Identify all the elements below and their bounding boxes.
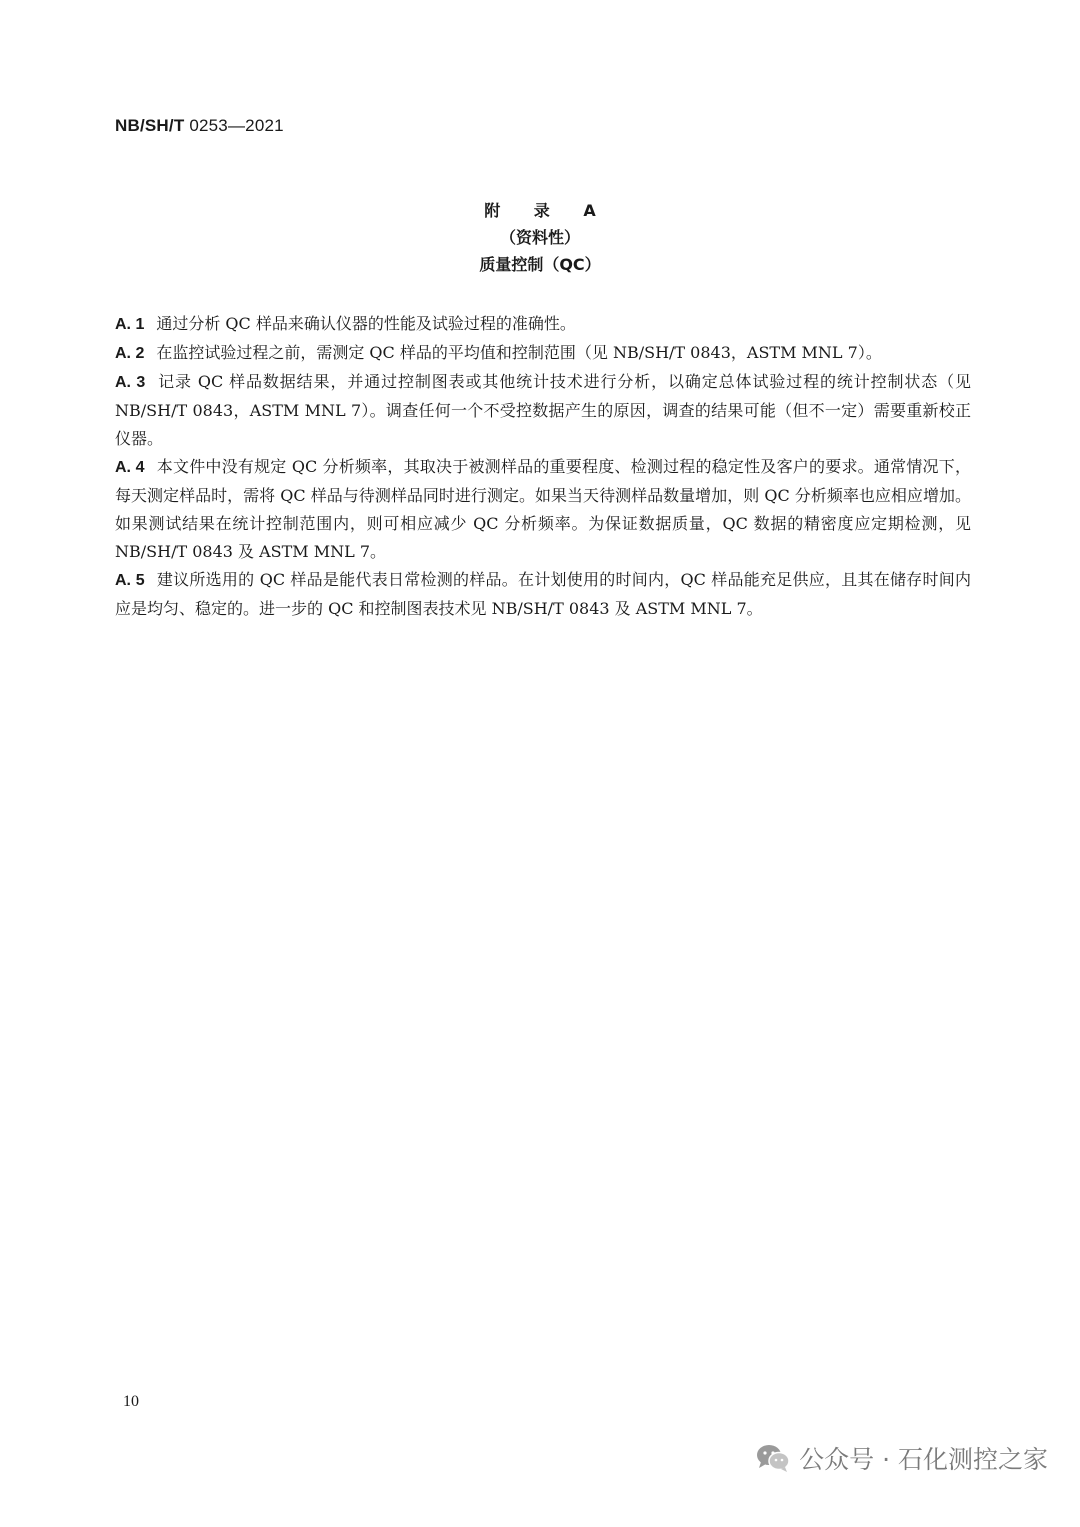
annex-title: 附 录 A [484, 201, 610, 220]
standard-number: 0253—2021 [189, 116, 284, 135]
clause-text: 通过分析 QC 样品来确认仪器的性能及试验过程的准确性。 [156, 314, 576, 333]
watermark-text: 公众号 · 石化测控之家 [799, 1445, 1048, 1474]
standard-code: NB/SH/T [115, 116, 185, 135]
clause-a5 [115, 566, 971, 623]
clause-id: A. 3 [115, 374, 146, 391]
clause-a2 [115, 339, 971, 368]
clause-id: A. 2 [115, 345, 145, 362]
clause-id: A. 5 [115, 572, 145, 589]
watermark [755, 1440, 1048, 1476]
clause-a1 [115, 310, 971, 339]
standard-header [115, 116, 284, 136]
page-number: 10 [123, 1393, 139, 1410]
clause-a3 [115, 368, 971, 453]
clause-text: 建议所选用的 QC 样品是能代表日常检测的样品。在计划使用的时间内，QC 样品能充足供应，且其在储存时间内应是均匀、稳定的。进一步的 QC 和控制图表技术见 NB/SH/T 0843 及 ASTM MNL 7。 [115, 570, 972, 618]
clause-text: 本文件中没有规定 QC 分析频率，其取决于被测样品的重要程度、检测过程的稳定性及客户的要求。通常情况下，每天测定样品时，需将 QC 样品与待测样品同时进行测定。如果当天待测样品数量增加，则 QC 分析频率也应相应增加。如果测试结果在统计控制范围内，则可相应减少 QC 分析频率。为保证数据质量，QC 数据的精密度应定期检测，见 NB/SH/T 0843 及 ASTM MNL 7。 [115, 457, 971, 561]
clause-a4 [115, 453, 971, 566]
clause-list [115, 310, 971, 623]
clause-id: A. 1 [115, 316, 145, 333]
annex-heading [0, 197, 1080, 278]
clause-id: A. 4 [115, 459, 145, 476]
annex-nature: （资料性） [499, 228, 580, 247]
annex-subject: 质量控制（QC） [479, 255, 601, 274]
clause-text: 记录 QC 样品数据结果，并通过控制图表或其他统计技术进行分析，以确定总体试验过程的统计控制状态（见 NB/SH/T 0843，ASTM MNL 7）。调查任何一个不受控数据产生的原因，调查的结果可能（但不一定）需要重新校正仪器。 [115, 372, 971, 448]
clause-text: 在监控试验过程之前，需测定 QC 样品的平均值和控制范围（见 NB/SH/T 0843，ASTM MNL 7）。 [156, 343, 882, 362]
wechat-icon [755, 1443, 791, 1473]
